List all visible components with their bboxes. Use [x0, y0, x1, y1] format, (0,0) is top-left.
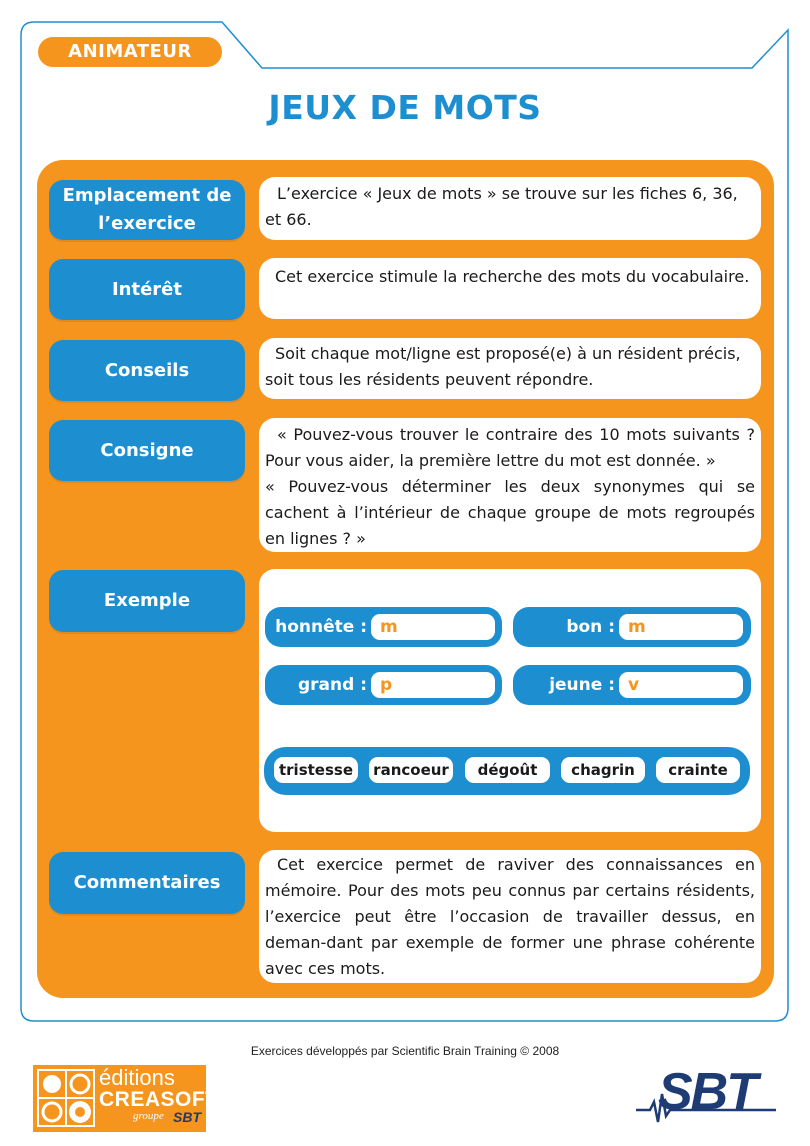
page-title: JEUX DE MOTS — [268, 88, 542, 127]
conseils-text: Soit chaque mot/ligne est proposé(e) à un résident précis, soit tous les résidents peuvent répondre. — [265, 344, 741, 389]
answer-field: p — [371, 672, 495, 698]
publisher-line1: éditions — [99, 1065, 175, 1090]
creasoft-logo — [33, 1065, 219, 1132]
publisher-sbt: SBT — [173, 1109, 201, 1125]
sbt-logo — [636, 1064, 778, 1136]
synonym-word: crainte — [656, 757, 740, 783]
label-exemple: Exemple — [49, 570, 245, 632]
publisher-groupe: groupe — [133, 1110, 164, 1122]
word-label: honnête : — [275, 617, 367, 637]
consigne-text-2: « Pouvez-vous déterminer les deux synonymes qui se cachent à l’intérieur de chaque groupe de mots regroupés en lignes ? » — [265, 477, 755, 548]
synonym-word: rancoeur — [369, 757, 453, 783]
label-emplacement-line2: l’exercice — [98, 213, 196, 234]
word-pair — [265, 607, 502, 647]
synonym-word: tristesse — [274, 757, 358, 783]
label-commentaires: Commentaires — [49, 852, 245, 914]
footer-credit: Exercices développés par Scientific Brain Training © 2008 — [250, 1044, 560, 1058]
text-emplacement — [259, 177, 761, 240]
label-conseils: Conseils — [49, 340, 245, 401]
answer-field: m — [371, 614, 495, 640]
sbt-logo-text: SBT — [658, 1063, 756, 1121]
word-label: grand : — [297, 675, 367, 695]
answer-field: m — [619, 614, 743, 640]
text-conseils — [259, 338, 761, 399]
word-label: bon : — [566, 617, 615, 637]
text-consigne — [259, 418, 761, 552]
word-label: jeune : — [549, 675, 615, 695]
interet-text: Cet exercice stimule la recherche des mots du vocabulaire. — [275, 267, 750, 286]
word-pair — [513, 665, 751, 705]
text-commentaires — [259, 850, 761, 983]
consigne-text-1: « Pouvez-vous trouver le contraire des 10 mots suivants ? Pour vous aider, la première lettre du mot est donnée. » — [265, 425, 755, 470]
label-consigne: Consigne — [49, 420, 245, 481]
commentaires-text: Cet exercice permet de raviver des connaissances en mémoire. Pour des mots peu connus par certains résidents, l’exercice peut être l’occasion de travailler dessus, en deman-dant par exemple de former une phrase cohérente avec ces mots. — [265, 855, 755, 978]
label-emplacement-line1: Emplacement de — [62, 185, 232, 206]
role-badge: ANIMATEUR — [38, 37, 222, 67]
word-pair — [265, 665, 502, 705]
creasoft-mark-icon — [37, 1069, 95, 1127]
word-pair — [513, 607, 751, 647]
publisher-line2: CREASOFT — [99, 1088, 219, 1111]
synonym-word: dégoût — [465, 757, 550, 783]
text-interet — [259, 258, 761, 319]
synonym-bar — [264, 747, 750, 795]
synonym-word: chagrin — [561, 757, 645, 783]
label-emplacement — [49, 180, 245, 240]
emplacement-text: L’exercice « Jeux de mots » se trouve sur les fiches 6, 36, et 66. — [265, 184, 738, 229]
label-interet: Intérêt — [49, 259, 245, 320]
answer-field: v — [619, 672, 743, 698]
